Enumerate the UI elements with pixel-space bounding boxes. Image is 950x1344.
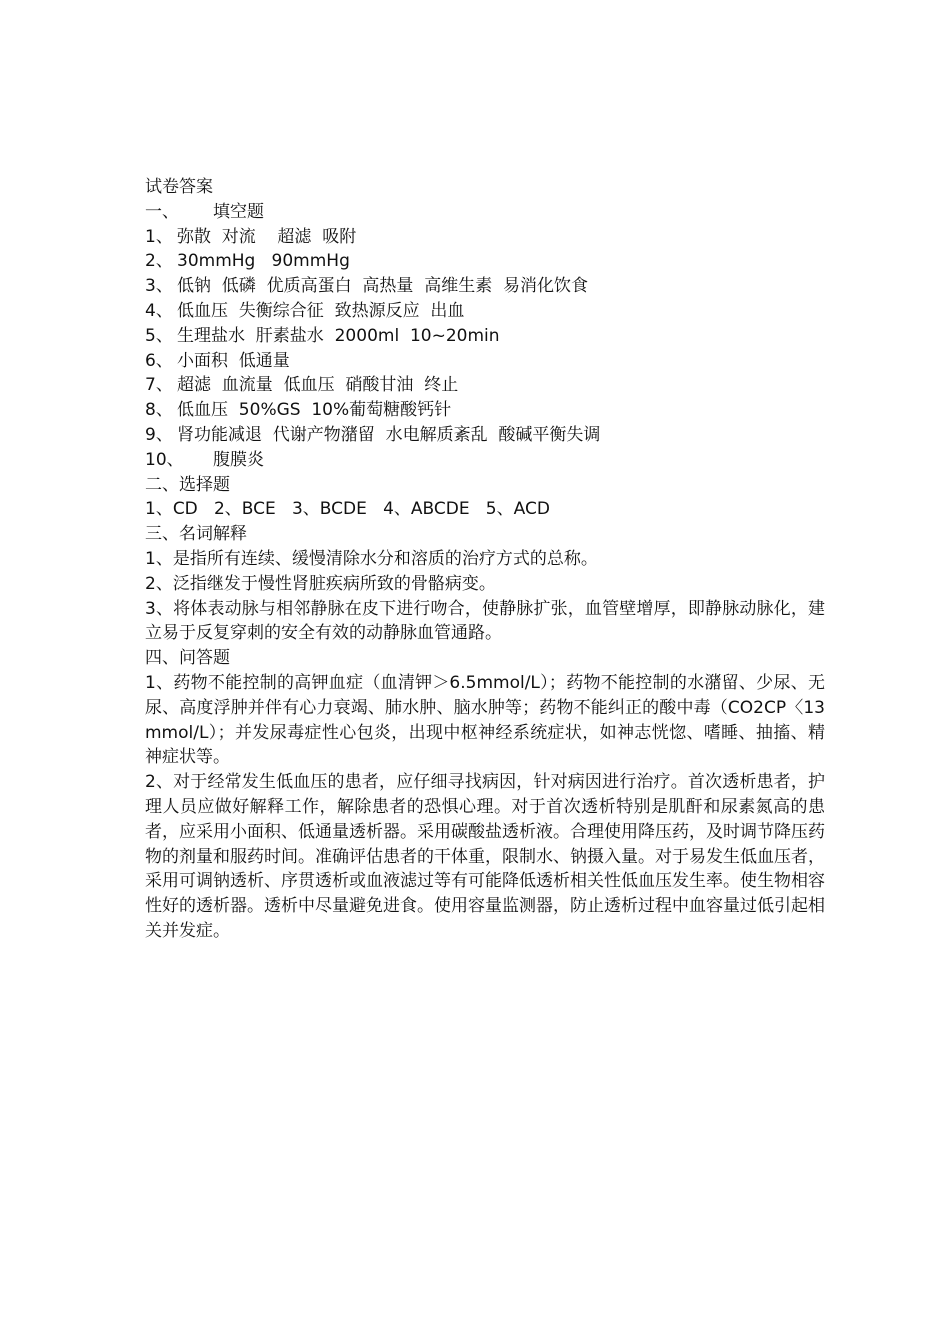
- document-page: [145, 175, 825, 944]
- fill-answer-9: [145, 423, 825, 448]
- fill-answer-1: [145, 225, 825, 250]
- term-answer-2: 2、泛指继发于慢性肾脏疾病所致的骨骼病变。: [145, 573, 496, 594]
- qa-answer-2: 2、对于经常发生低血压的患者，应仔细寻找病因，针对病因进行治疗。首次透析患者，护理人员应做好解释工作，解除患者的恐惧心理。对于首次透析特别是肌酐和尿素氮高的患者，应采用小面积、低通量透析器。采用碳酸盐透析液。合理使用降压药，及时调节降压药物的剂量和服药时间。准确评估患者的干体重，限制水、钠摄入量。对于易发生低血压者，采用可调钠透析、序贯透析或血液滤过等有可能降低透析相关性低血压发生率。使生物相容性好的透析器。透析中尽量避免进食。使用容量监测器，防止透析过程中血容量过低引起相关并发症。: [145, 772, 825, 941]
- choice-answers: 1、CD 2、BCE 3、BCDE 4、ABCDE 5、ACD: [145, 499, 550, 520]
- fill-answer-8: [145, 398, 825, 423]
- fill-answer-text: 超滤 血流量 低血压 硝酸甘油 终止: [177, 375, 459, 396]
- section3-heading: 三、名词解释: [145, 524, 247, 545]
- qa-answer-1: 1、药物不能控制的高钾血症（血清钾＞6.5mmol/L）；药物不能控制的水潴留、少尿、无尿、高度浮肿并伴有心力衰竭、肺水肿、脑水肿等；药物不能纠正的酸中毒（CO2CP〈13 mmol/L）；并发尿毒症性心包炎，出现中枢神经系统症状，如神志恍惚、嗜睡、抽搐、精神症状等。: [145, 672, 825, 768]
- fill-answer-number: 9、: [145, 424, 173, 445]
- fill-answer-text: 小面积 低通量: [177, 350, 290, 371]
- fill-answer-4: [145, 299, 825, 324]
- fill-answer-text: 腹膜炎: [213, 449, 264, 470]
- fill-answer-text: 弥散 对流 超滤 吸附: [177, 226, 357, 247]
- fill-answer-number: 1、: [145, 226, 173, 247]
- section1-number: 一、: [145, 201, 179, 222]
- fill-answer-number: 8、: [145, 400, 173, 421]
- fill-answer-text: 肾功能减退 代谢产物潴留 水电解质紊乱 酸碱平衡失调: [177, 424, 601, 445]
- fill-answer-number: 5、: [145, 325, 173, 346]
- document-title: 试卷答案: [145, 177, 213, 197]
- section1-title: 填空题: [213, 201, 264, 222]
- term-answer-1: 1、是指所有连续、缓慢清除水分和溶质的治疗方式的总称。: [145, 548, 598, 569]
- fill-answer-5: [145, 324, 825, 349]
- fill-answer-text: 生理盐水 肝素盐水 2000ml 10~20min: [177, 325, 500, 346]
- section2-heading: 二、选择题: [145, 474, 230, 495]
- fill-answer-number: 4、: [145, 300, 173, 321]
- fill-answer-number: 3、: [145, 276, 173, 297]
- section4-heading: 四、问答题: [145, 648, 230, 669]
- fill-answer-number: 6、: [145, 350, 173, 371]
- fill-answer-number: 10、: [145, 449, 184, 470]
- section1-heading: [145, 200, 825, 225]
- term-answer-3: 3、将体表动脉与相邻静脉在皮下进行吻合，使静脉扩张，血管壁增厚，即静脉动脉化，建立易于反复穿刺的安全有效的动静脉血管通路。: [145, 598, 825, 644]
- fill-answer-10: [145, 448, 825, 473]
- fill-answer-7: [145, 373, 825, 398]
- fill-answer-text: 30mmHg 90mmHg: [177, 251, 350, 272]
- fill-answer-number: 7、: [145, 375, 173, 396]
- fill-answer-text: 低血压 失衡综合征 致热源反应 出血: [177, 300, 465, 321]
- fill-answer-text: 低血压 50%GS 10%葡萄糖酸钙针: [177, 400, 452, 421]
- fill-answer-6: [145, 349, 825, 374]
- fill-answer-text: 低钠 低磷 优质高蛋白 高热量 高维生素 易消化饮食: [177, 276, 589, 297]
- fill-answer-3: [145, 274, 825, 299]
- fill-answer-number: 2、: [145, 251, 173, 272]
- fill-answer-2: [145, 249, 825, 274]
